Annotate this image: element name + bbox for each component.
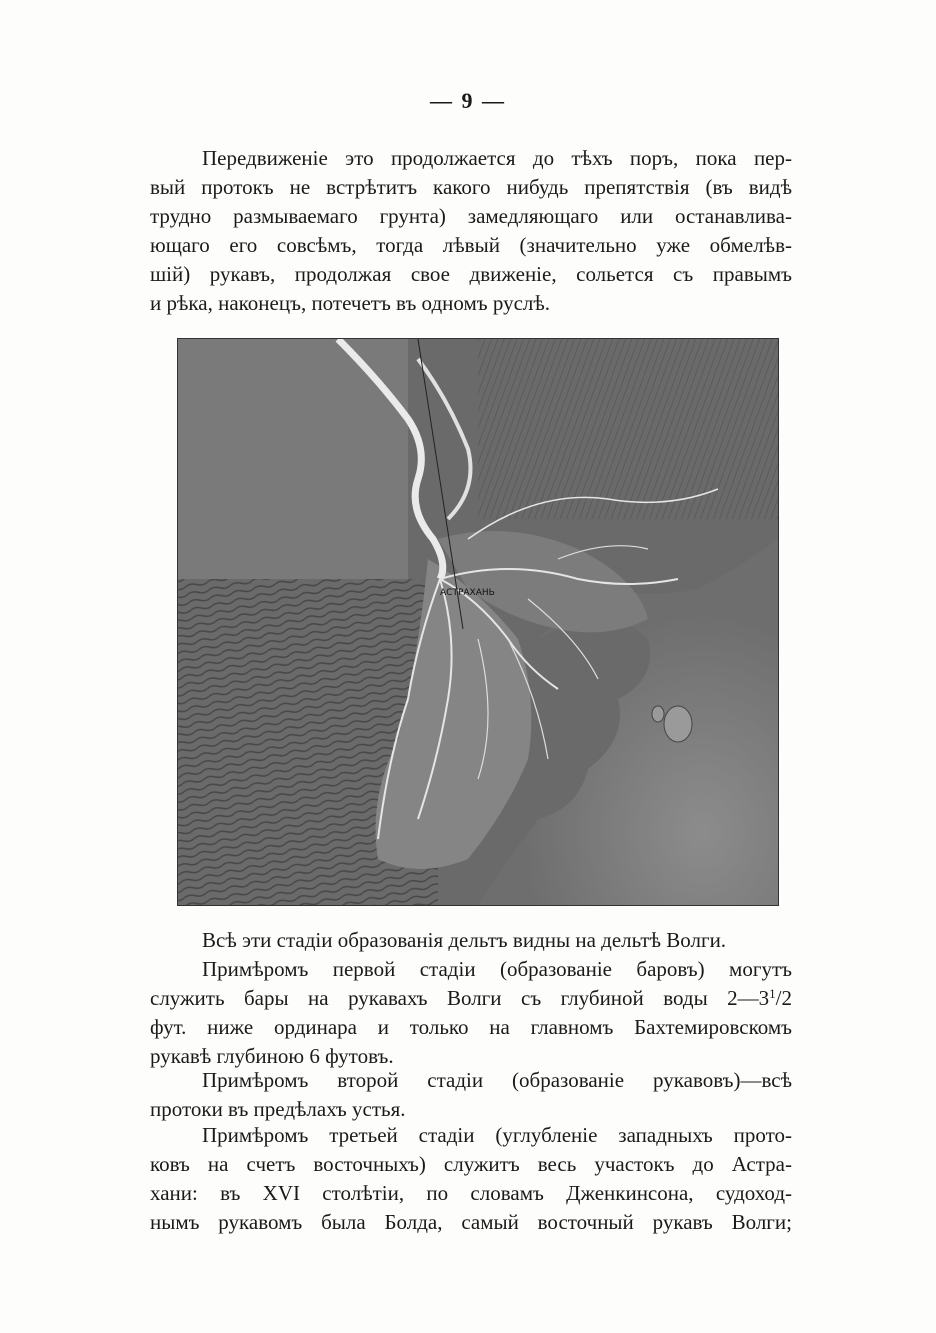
text-line (150, 984, 792, 1013)
volga-delta-map (177, 338, 779, 906)
paragraph-3 (150, 955, 792, 1071)
text-line: Передвиженіе это продолжается до тѣхъ поръ, пока пер- (202, 146, 792, 170)
paragraph-5 (150, 1121, 792, 1237)
text-line: Примѣромъ второй стадіи (образованіе рукавовъ)—всѣ (202, 1068, 792, 1092)
fraction-numerator: 1 (769, 986, 776, 1001)
text-line: протоки въ предѣлахъ устья. (150, 1097, 406, 1121)
text-line: Примѣромъ третьей стадіи (углубленіе западныхъ прото- (202, 1123, 792, 1147)
text-line: фут. ниже ординара и только на главномъ Бахтемировскомъ (150, 1015, 792, 1039)
paragraph-2 (150, 926, 792, 955)
text-line: ющаго его совсѣмъ, тогда лѣвый (значительно уже обмелѣв- (150, 233, 792, 257)
text-line: Всѣ эти стадіи образованія дельтъ видны на дельтѣ Волги. (202, 928, 727, 952)
text-line: трудно размываемаго грунта) замедляющаго или останавлива- (150, 204, 792, 228)
page-number: — 9 — (430, 88, 506, 113)
text-line: и рѣка, наконецъ, потечетъ въ одномъ руслѣ. (150, 291, 551, 315)
map-illustration (178, 339, 778, 905)
text-line-start: служить бары на рукавахъ Волги съ глубиной воды 2—3 (150, 986, 770, 1010)
text-line: Примѣромъ первой стадіи (образованіе баровъ) могутъ (202, 957, 792, 981)
text-line: хани: въ XVI столѣтіи, по словамъ Дженкинсона, судоход- (150, 1181, 792, 1205)
text-line: шій) рукавъ, продолжая свое движеніе, сольется съ правымъ (150, 262, 792, 286)
text-line: рукавѣ глубиною 6 футовъ. (150, 1044, 394, 1068)
paragraph-4 (150, 1066, 792, 1124)
map-label-astrakhan: АСТРАХАНЬ (440, 588, 495, 598)
text-line: вый протокъ не встрѣтитъ какого нибудь препятствія (въ видѣ (150, 175, 792, 199)
text-line: нымъ рукавомъ была Болда, самый восточный рукавъ Волги; (150, 1210, 792, 1234)
fraction-denominator: /2 (775, 986, 792, 1010)
text-line: ковъ на счетъ восточныхъ) служитъ весь участокъ до Астра- (150, 1152, 792, 1176)
paragraph-1 (150, 144, 792, 318)
